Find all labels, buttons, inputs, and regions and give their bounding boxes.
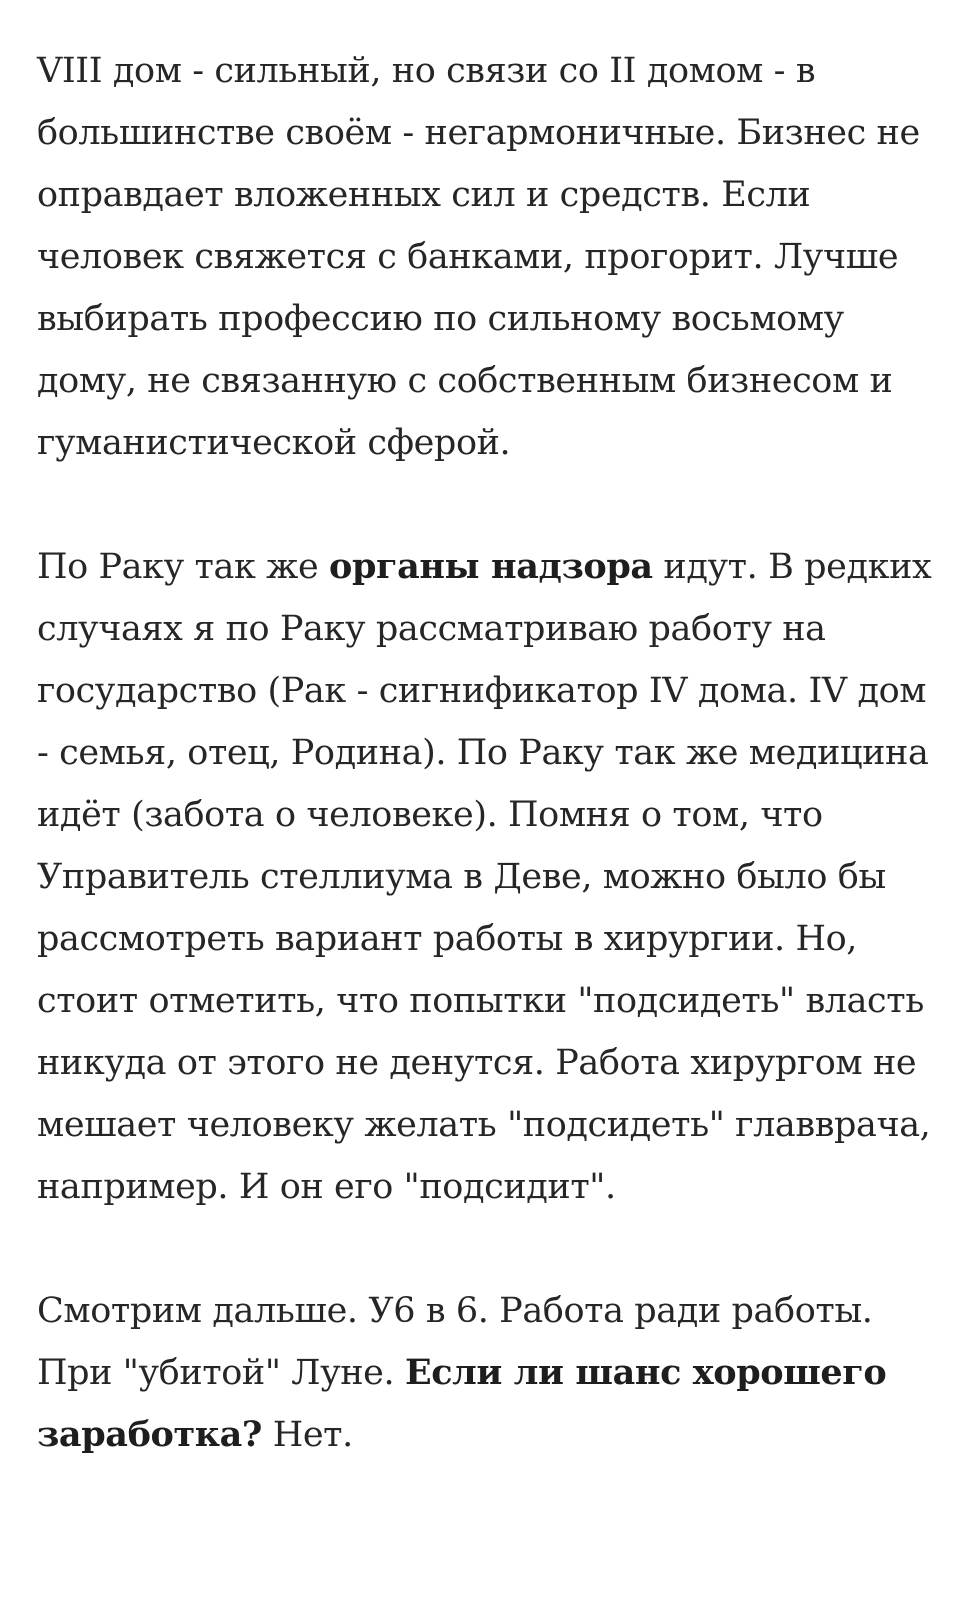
paragraph-text-rest: идут. В редких случаях я по Раку рассматриваю работу на государство (Рак - сигнификатор IV дома. IV дом - семья, отец, Родина). По Раку так же медицина идёт (забота о человеке). Помня о том, что Управитель стеллиума в Деве, можно было бы рассмотреть вариант работы в хирургии. Но, стоит отметить, что попытки "подсидеть" власть никуда от этого не денутся. Работа хирургом не мешает человеку желать "подсидеть" главврача, например. И он его "подсидит". (37, 547, 932, 1207)
paragraph-cancer-career (37, 536, 937, 1218)
paragraph-text-lead: Смотрим дальше. У6 в 6. Работа ради работы. При "убитой" Луне. (37, 1291, 873, 1393)
paragraph-sixth-house (37, 1280, 937, 1466)
paragraph-text: VIII дом - сильный, но связи со II домом - в большинстве своём - негармоничные. Бизнес не оправдает вложенных сил и средств. Если человек свяжется с банками, прогорит. Лучше выбирать профессию по сильному восьмому дому, не связанную с собственным бизнесом и гуманистической сферой. (37, 51, 920, 463)
paragraph-text-rest: Нет. (262, 1415, 353, 1455)
highlight-earnings-question: Если ли шанс хорошего заработка? (37, 1352, 887, 1455)
article-body (37, 40, 937, 1466)
paragraph-eighth-house (37, 40, 937, 474)
paragraph-text-lead: По Раку так же (37, 547, 329, 587)
highlight-supervisory-bodies: органы надзора (329, 546, 653, 587)
